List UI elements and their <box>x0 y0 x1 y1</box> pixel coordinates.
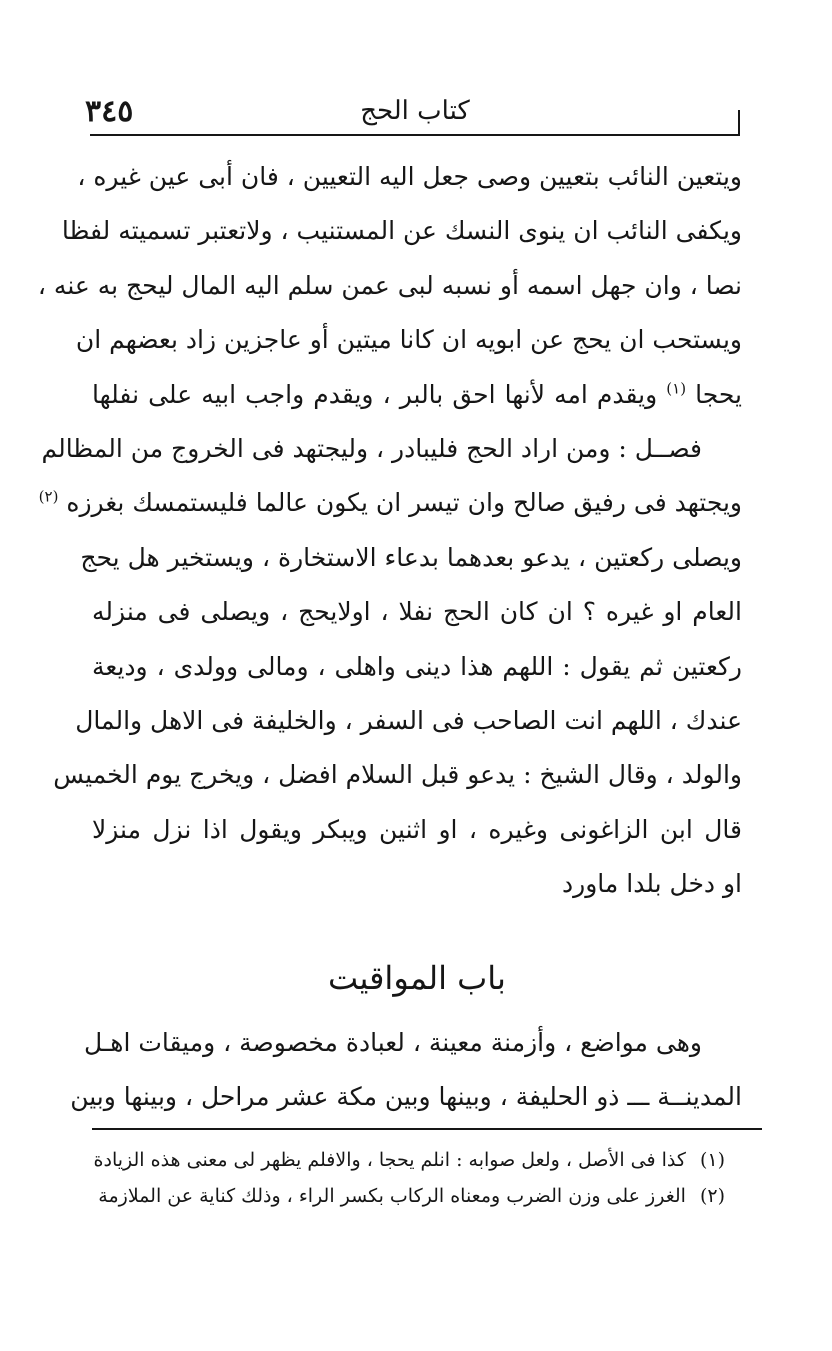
text-line: قال ابن الزاغونى وغيره ، او اثنين ويبكر ويقول اذا نزل منزلا <box>92 814 742 844</box>
page-number: ٣٤٥ <box>85 94 134 129</box>
text-line-section-start: فصــل : ومن اراد الحج فليبادر ، وليجتهد فى الخروج من المظالم <box>41 433 702 463</box>
text-line: المدينــة ـــ ذو الحليفة ، وبينها وبين مكة عشر مراحل ، وبينها وبين <box>70 1082 742 1112</box>
text-line: عندك ، اللهم انت الصاحب فى السفر ، والخليفة فى الاهل والمال <box>75 705 742 735</box>
footnote-ref-1: (١) <box>666 379 687 398</box>
text-line: او دخل بلدا ماورد <box>562 869 742 899</box>
text-line: ويكفى النائب ان ينوى النسك عن المستنيب ، ولاتعتبر تسميته لفظا <box>61 216 742 246</box>
text-line <box>38 476 742 530</box>
text-line: ويصلى ركعتين ، يدعو بعدهما بدعاء الاستخارة ، ويستخير هل يحج <box>80 542 742 572</box>
text-line: ويستحب ان يحج عن ابويه ان كانا ميتين أو عاجزين زاد بعضهم ان <box>75 325 742 355</box>
running-title: كتاب الحج <box>360 96 470 126</box>
header-rule <box>90 134 740 136</box>
text-line: ويتعين النائب بتعيين وصى جعل اليه التعيين ، فان أبى عين غيره ، <box>77 162 742 191</box>
footnote-1 <box>93 1142 725 1178</box>
footnote-ref-2: (٢) <box>38 488 59 507</box>
page-header <box>85 88 745 138</box>
footnotes <box>93 1142 725 1214</box>
footnote-rule <box>92 1128 762 1130</box>
footnote-mark: (١) <box>699 1149 725 1171</box>
text-line: نصا ، وان جهل اسمه أو نسبه لبى عمن سلم اليه المال ليحج به عنه ، <box>37 270 742 300</box>
section-text <box>70 1016 742 1125</box>
text-line: العام او غيره ؟ ان كان الحج نفلا ، اولايحج ، ويصلى فى منزله <box>92 597 742 627</box>
text-fragment: ويجتهد فى رفيق صالح وان تيسر ان يكون عالما فليستمسك بغرزه <box>66 488 742 518</box>
section-heading: باب المواقيت <box>328 959 506 997</box>
footnote-2 <box>100 1178 725 1214</box>
text-fragment: ويقدم امه لأنها احق بالبر ، ويقدم واجب ابيه على نفلها <box>92 379 658 409</box>
text-line: وهى مواضع ، وأزمنة معينة ، لعبادة مخصوصة ، وميقات اهـل <box>84 1028 702 1057</box>
header-rule-tick <box>738 110 740 136</box>
text-line <box>92 368 742 422</box>
text-fragment: يحجا <box>695 379 742 409</box>
main-text <box>37 150 742 911</box>
footnote-mark: (٢) <box>699 1185 725 1207</box>
footnote-text: كذا فى الأصل ، ولعل صوابه : انلم يحجا ، والافلم يظهر لى معنى هذه الزيادة <box>93 1149 686 1171</box>
text-line: ركعتين ثم يقول : اللهم هذا دينى واهلى ، ومالى وولدى ، وديعة <box>92 651 742 681</box>
footnote-text: الغرز على وزن الضرب ومعناه الركاب بكسر الراء ، وذلك كناية عن الملازمة <box>98 1185 686 1207</box>
text-line: والولد ، وقال الشيخ : يدعو قبل السلام افضل ، ويخرج يوم الخميس <box>53 760 742 790</box>
